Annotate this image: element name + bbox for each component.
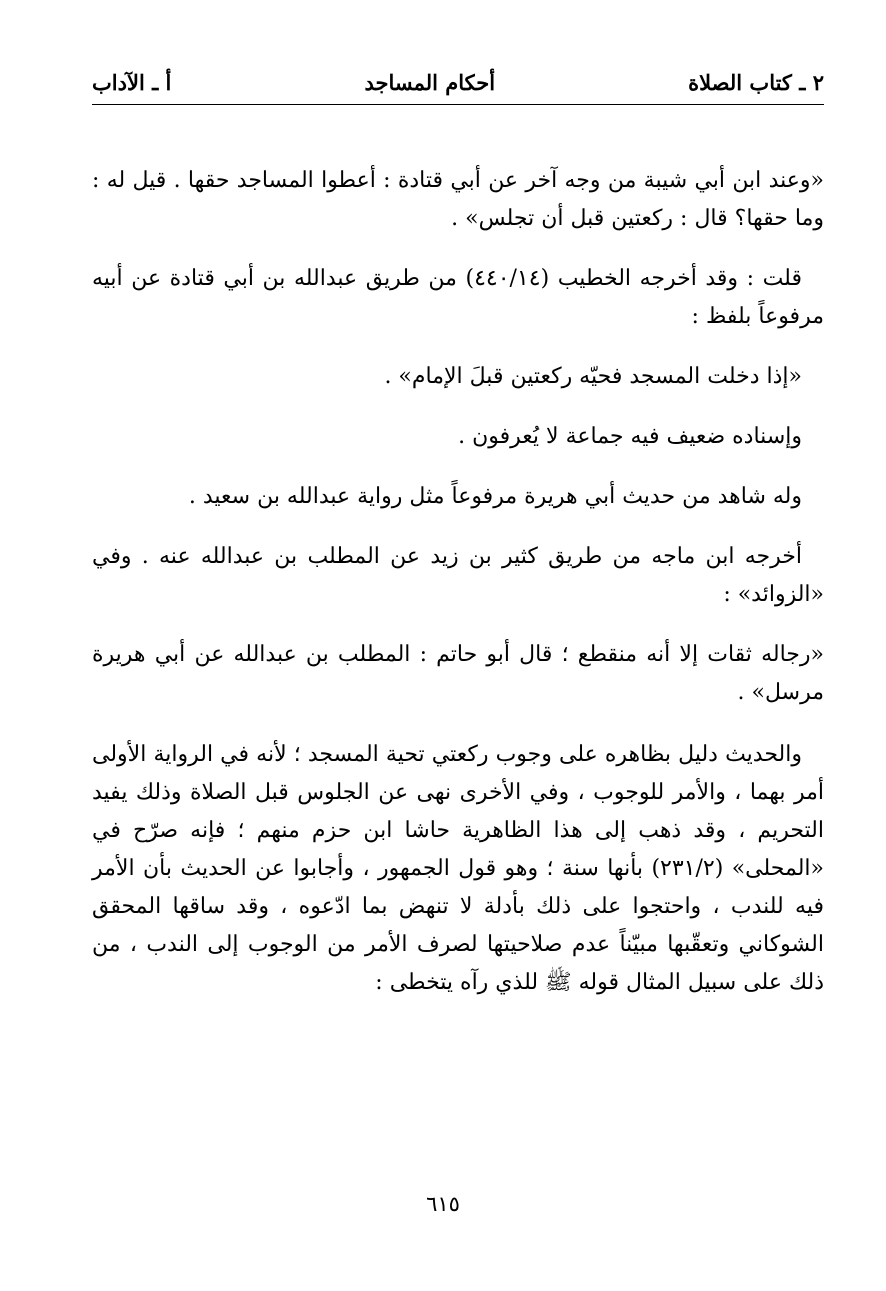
paragraph-discussion: والحديث دليل بظاهره على وجوب ركعتي تحية المسجد ؛ لأنه في الرواية الأولى أمر بهما ، والأمر للوجوب ، وفي الأخرى نهى عن الجلوس قبل الصلاة وذلك يفيد التحريم ، وقد ذهب إلى هذا الظاهرية حاشا ابن حزم منهم ؛ فإنه صرّح في «المحلى» (٢٣١/٢) بأنها سنة ؛ وهو قول الجمهور ، وأجابوا عن الحديث بأن الأمر فيه للندب ، واحتجوا على ذلك بأدلة لا تنهض بما ادّعوه ، وقد ساقها المحقق الشوكاني وتعقّبها مبيّناً عدم صلاحيتها لصرف الأمر من الوجوب إلى الندب ، من ذلك على سبيل المثال قوله ﷺ للذي رآه يتخطى : [92,742,824,995]
body-text [92,162,824,1002]
running-header [92,64,824,100]
paragraph-zawaid-quote: «رجاله ثقات إلا أنه منقطع ؛ قال أبو حاتم : المطلب بن عبدالله عن أبي هريرة مرسل» . [92,642,824,705]
paragraph-hadith-text: «إذا دخلت المسجد فحيّه ركعتين قبلَ الإمام» . [384,364,802,389]
header-divider [92,104,824,105]
chapter-heading: ٢ ـ كتاب الصلاة [688,69,824,95]
section-heading: أحكام المساجد [364,69,496,95]
paragraph-ibn-majah: أخرجه ابن ماجه من طريق كثير بن زيد عن المطلب بن عبدالله عنه . وفي «الزوائد» : [92,544,824,607]
page-number: ٦١٥ [426,1192,460,1216]
paragraph-isnad-weak: وإسناده ضعيف فيه جماعة لا يُعرفون . [458,424,802,449]
paragraph-khatib-narration: قلت : وقد أخرجه الخطيب (٤٤٠/١٤) من طريق عبدالله بن أبي قتادة عن أبيه مرفوعاً بلفظ : [92,266,824,329]
subsection-heading: أ ـ الآداب [92,69,172,95]
paragraph-quote-ibn-abi-shaybah: «وعند ابن أبي شيبة من وجه آخر عن أبي قتادة : أعطوا المساجد حقها . قيل له : وما حقها؟ قال : ركعتين قبل أن تجلس» . [92,168,824,231]
paragraph-witness-abu-hurayrah: وله شاهد من حديث أبي هريرة مرفوعاً مثل رواية عبدالله بن سعيد . [188,484,802,509]
